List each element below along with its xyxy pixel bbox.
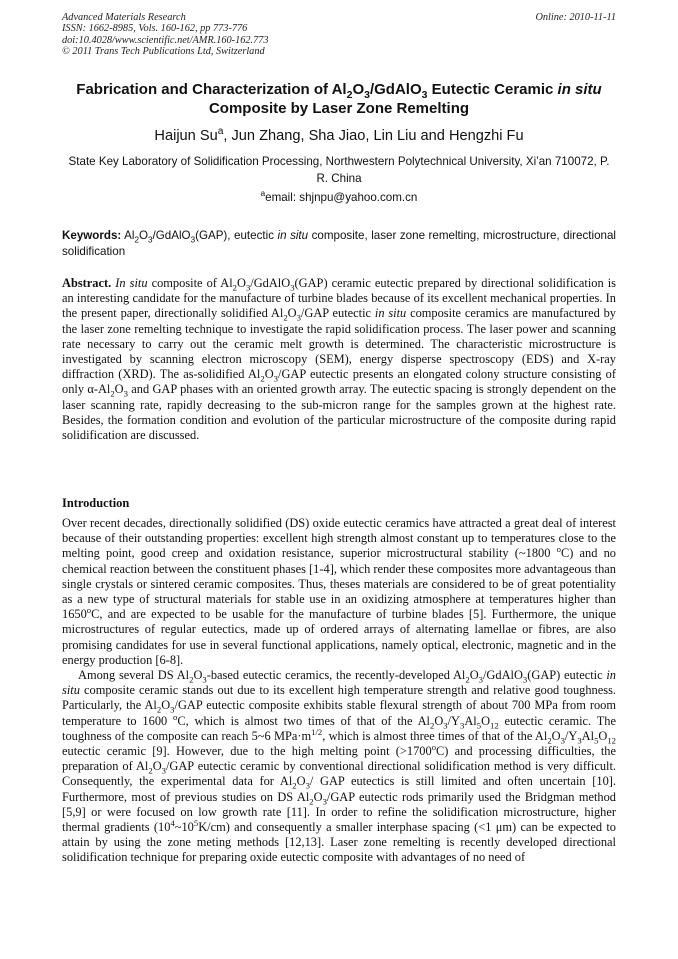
author-list: Haijun Su$^a$, Jun Zhang, Sha Jiao, Lin Liu and Hengzhi Fu: [154, 126, 524, 144]
keywords: Keywords: $Al_2O_3/GdAlO_3(GAP)$, eutectic in situ composite, laser zone remelting, microstructure, directional solidification: [62, 229, 616, 258]
affiliation: State Key Laboratory of Solidification Processing, Northwestern Polytechnical University, Xi’an 710072, P. R. China: [68, 155, 610, 185]
keywords-label: Keywords:: [62, 229, 122, 242]
journal-name: Advanced Materials Research: [62, 12, 186, 23]
intro-paragraph-2: Among several DS $Al_2O_3$-based eutectic ceramics, the recently-developed $Al_2O_3/GdAlO_3(GAP)$ eutectic in situ composite ceramic stands out due to its excellent high temperature strength and relative good toughness. Particularly, the $Al_2O_3$/GAP eutectic composite exhibits stable flexural strength of about 700 MPa from room temperature to 1600 $^o$C, which is almost two times of that of the $Al_2O_3/Y_3Al_5O_{12}$ eutectic ceramic. The toughness of the composite can reach 5~6 $MPa\cdot m^{1/2}$, which is almost three times of that of the $Al_2O_3/Y_3Al_5O_{12}$ eutectic ceramic [9]. However, due to the high melting point $(>1700^oC)$ and processing difficulties, the preparation of $Al_2O_3$/GAP eutectic ceramic by conventional directional solidification method is very difficult. Consequently, the experimental data for $Al_2O_3/$ GAP eutectics is still limited and often uncertain [10]. Furthermore, most of previous studies on DS $Al_2O_3$/GAP eutectic rods primarily used the Bridgman method [5,9] or were focused on low growth rate [11]. In order to refine the solidification microstructure, higher thermal gradients $(10^4\sim 10^5K/cm)$ and consequently a smaller interphase spacing (<1 μm) can be expected to attain by using the zone meting methods [12,13]. Laser zone remelting is recently developed directional solidification technique for preparing oxide eutectic composite with advantages of no need of: [62, 668, 617, 865]
journal-header: [62, 12, 616, 58]
journal-copyright: © 2011 Trans Tech Publications Ltd, Switzerland: [62, 46, 265, 58]
journal-doi: doi:10.4028/www.scientific.net/AMR.160-162.773: [62, 34, 269, 46]
author-email: $^a$email: shjnpu@yahoo.com.cn: [260, 189, 418, 204]
journal-issn: ISSN: 1662-8985, Vols. 160-162, pp 773-776: [62, 23, 248, 35]
introduction-heading: Introduction: [62, 496, 130, 510]
paper-title: Fabrication and Characterization of $Al_2O_3/GdAlO_3$ Eutectic Ceramic in situ Composite by Laser Zone Remelting: [76, 81, 602, 117]
online-date: Online: 2010-11-11: [535, 12, 616, 23]
abstract: Abstract. In situ composite of $Al_2O_3/GdAlO_3(GAP)$ ceramic eutectic prepared by directional solidification is an interesting candidate for the manufacture of turbine blades because of its excellent mechanical properties. In the present paper, directionally solidified $Al_2O_3$/GAP eutectic in situ composite ceramics are manufactured by the laser zone remelting technique to investigate the rapid solidification process. The laser power and scanning rate necessary to carry out the ceramic melt growth is determined. The characteristic microstructure is investigated by scanning electron microscopy (SEM), energy disperse spectroscopy (EDS) and X-ray diffraction (XRD). The as-solidified $Al_2O_3$/GAP eutectic presents an elongated colony structure consisting of only $\alpha-Al_2O_3$ and GAP phases with an oriented growth array. The eutectic spacing is strongly dependent on the laser scanning rate, rapidly decreasing to the sub-micron range for the samples grown at the highest rate. Besides, the formation condition and evolution of the particular microstructure of the composite during rapid solidification are discussed.: [62, 276, 617, 443]
abstract-label: Abstract.: [62, 276, 112, 290]
intro-paragraph-1: Over recent decades, directionally solidified (DS) oxide eutectic ceramics have attracted a great deal of interest because of their outstanding properties: excellent high strength almost constant up to temperatures close to the melting point, good creep and oxidation resistance, superior microstructural stability (~1800 $^o$C) and no chemical reaction between the constituent phases [1-4], which render these composites more advantageous than single crystals or sintered ceramic composites. Thus, theses materials are considered to be of great potentiality as a new type of structural materials for stable use in an oxidizing atmosphere at temperatures higher than 1650$^o$C, and are expected to be usable for the manufacture of turbine blades [5]. Furthermore, the unique microstructures of regular eutectics, made up of ordered arrays of alternating lamellae or fibres, are also promising candidates for use in several functional applications, namely optical, electronic, magnetic and in the energy production [6-8].: [62, 516, 616, 667]
introduction-body: [62, 516, 616, 866]
